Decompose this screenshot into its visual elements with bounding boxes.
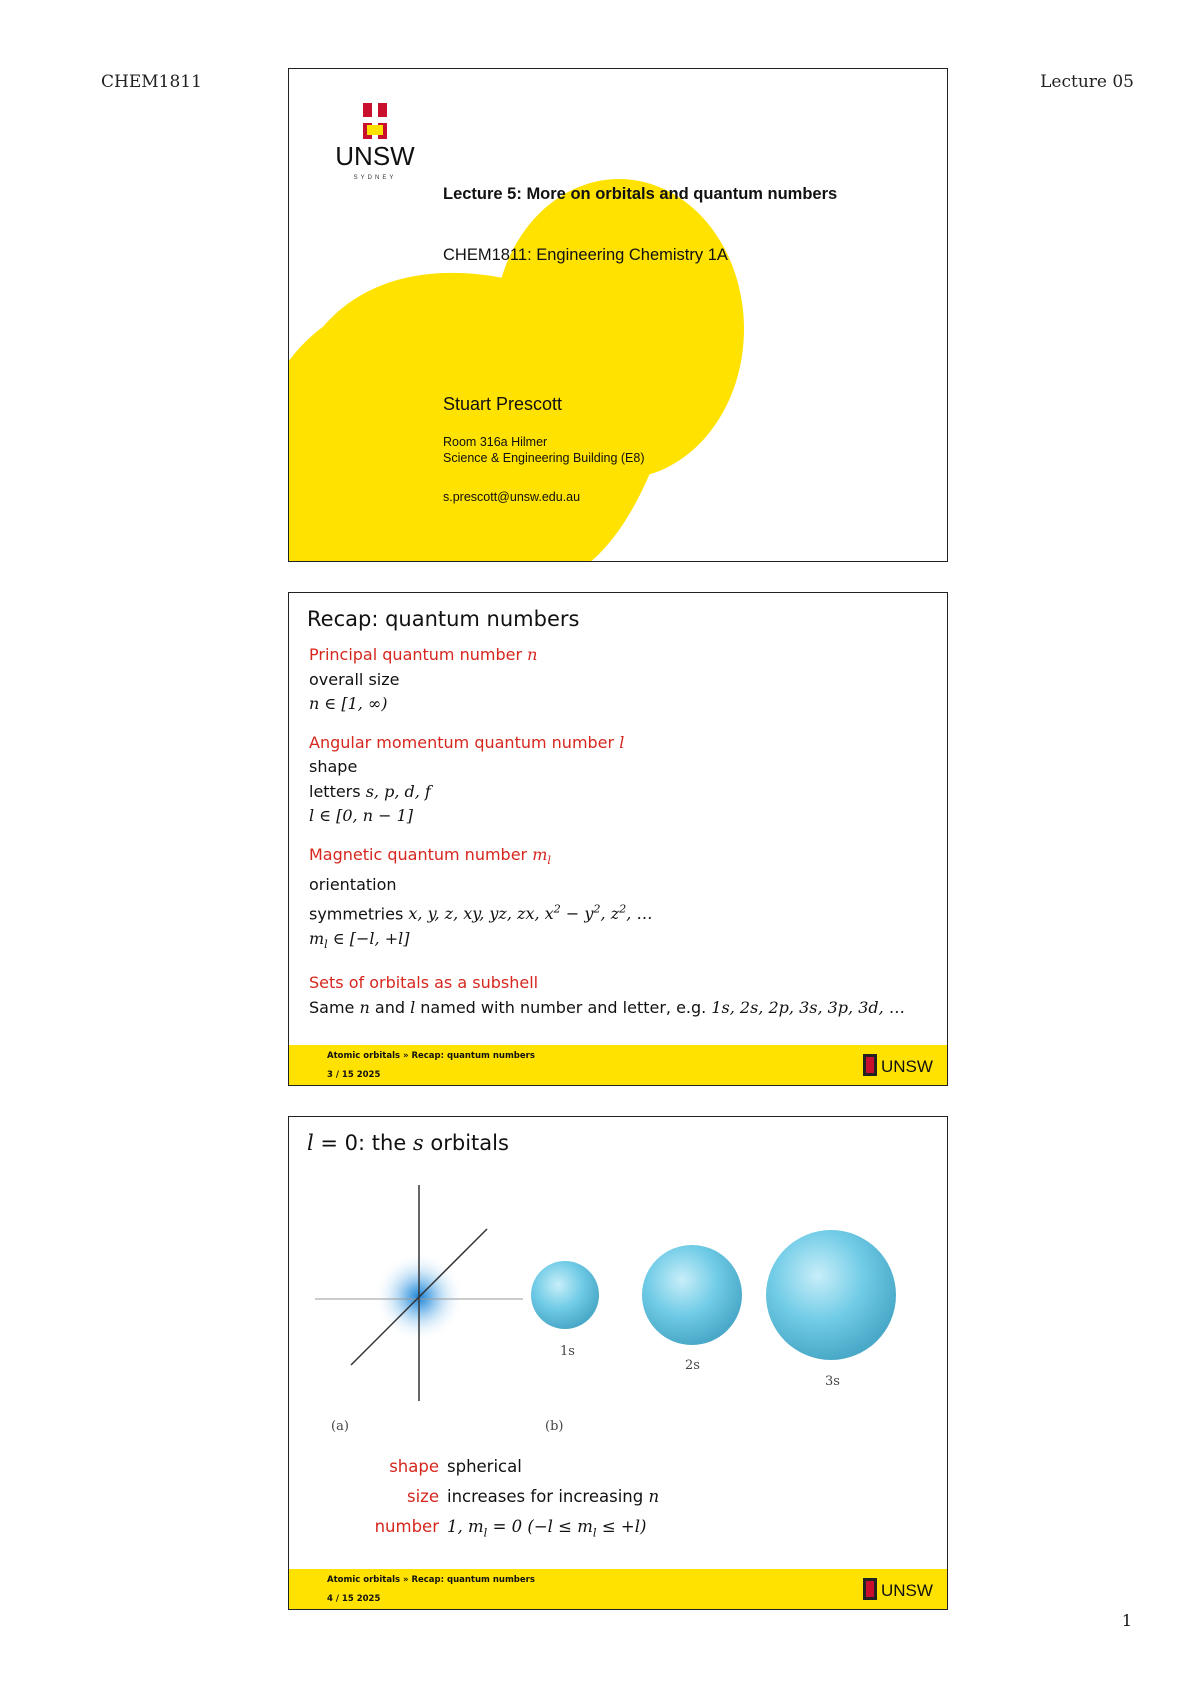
property-shape: shape spherical xyxy=(389,1457,522,1476)
svg-text:UNSW: UNSW xyxy=(335,141,415,171)
principal-heading: Principal quantum number n xyxy=(309,645,538,664)
angular-range: l ∈ [0, n − 1] xyxy=(309,806,414,825)
course-title: CHEM1811: Engineering Chemistry 1A xyxy=(443,246,728,264)
sphere-diagram xyxy=(531,1230,896,1434)
subshell-desc: Same n and l named with number and letter, e.g. 1s, 2s, 2p, 3s, 3p, 3d, … xyxy=(309,997,905,1017)
slide-footer xyxy=(289,1045,947,1085)
footer-breadcrumb: Atomic orbitals » Recap: quantum numbers xyxy=(327,1051,535,1061)
electron-density-plot xyxy=(315,1185,523,1434)
principal-range: n ∈ [1, ∞) xyxy=(309,694,388,713)
svg-text:UNSW: UNSW xyxy=(881,1581,933,1600)
subshell-heading: Sets of orbitals as a subshell xyxy=(309,973,539,993)
angular-desc: shape xyxy=(309,757,358,776)
room-line-1: Room 316a Hilmer xyxy=(443,435,548,449)
angular-heading: Angular momentum quantum number l xyxy=(309,732,625,752)
slide-title: l = 0: the s orbitals xyxy=(307,1131,509,1155)
figure-label-b: (b) xyxy=(545,1419,564,1434)
figure-label-a: (a) xyxy=(331,1419,349,1434)
document-header-course: CHEM1811 xyxy=(101,72,202,92)
footer-page-info: 3 / 15 2025 xyxy=(327,1070,381,1080)
sphere-label-1s: 1s xyxy=(560,1344,575,1359)
property-number: number 1, $m_l = 0$ $(-l \le m_l \le +l)$ xyxy=(374,1517,647,1540)
sphere-3s xyxy=(766,1230,896,1360)
room-line-2: Science & Engineering Building (E8) xyxy=(443,451,645,465)
property-size: size increases for increasing n xyxy=(407,1487,660,1506)
title-slide xyxy=(288,68,948,562)
svg-text:UNSW: UNSW xyxy=(881,1057,933,1076)
footer-breadcrumb: Atomic orbitals » Recap: quantum numbers xyxy=(327,1575,535,1585)
magnetic-symmetries: symmetries x, y, z, xy, yz, zx, $x^2 - y^2$, $z^2$, … xyxy=(309,902,653,924)
sphere-1s xyxy=(531,1261,599,1329)
document-header-lecture: Lecture 05 xyxy=(1040,72,1134,92)
sphere-label-2s: 2s xyxy=(685,1358,700,1373)
unsw-logo xyxy=(863,1052,935,1080)
angular-letters: letters s, p, d, f xyxy=(309,781,431,801)
lecture-title: Lecture 5: More on orbitals and quantum numbers xyxy=(443,185,838,203)
s-orbital-figure xyxy=(307,1185,927,1435)
sphere-label-3s: 3s xyxy=(825,1374,840,1389)
recap-body xyxy=(309,643,905,1020)
unsw-logo xyxy=(863,1576,935,1604)
lecturer-name: Stuart Prescott xyxy=(443,394,563,414)
svg-text:SYDNEY: SYDNEY xyxy=(353,175,397,181)
s-orbitals-slide xyxy=(288,1116,948,1610)
footer-page-info: 4 / 15 2025 xyxy=(327,1594,381,1604)
principal-desc: overall size xyxy=(309,669,400,689)
page-number: 1 xyxy=(1121,1611,1132,1630)
magnetic-range: $m_l$ ∈ [−l, +l] xyxy=(309,928,410,951)
lecturer-email: s.prescott@unsw.edu.au xyxy=(443,490,581,504)
unsw-logo xyxy=(331,103,419,183)
recap-slide xyxy=(288,592,948,1086)
sphere-2s xyxy=(642,1245,742,1345)
s-orbital-properties xyxy=(329,1452,659,1547)
lecturer-room xyxy=(443,434,645,466)
slide-title: Recap: quantum numbers xyxy=(307,607,580,631)
slide-footer xyxy=(289,1569,947,1609)
magnetic-desc: orientation xyxy=(309,875,397,895)
magnetic-heading: Magnetic quantum number $m_l$ xyxy=(309,844,551,867)
